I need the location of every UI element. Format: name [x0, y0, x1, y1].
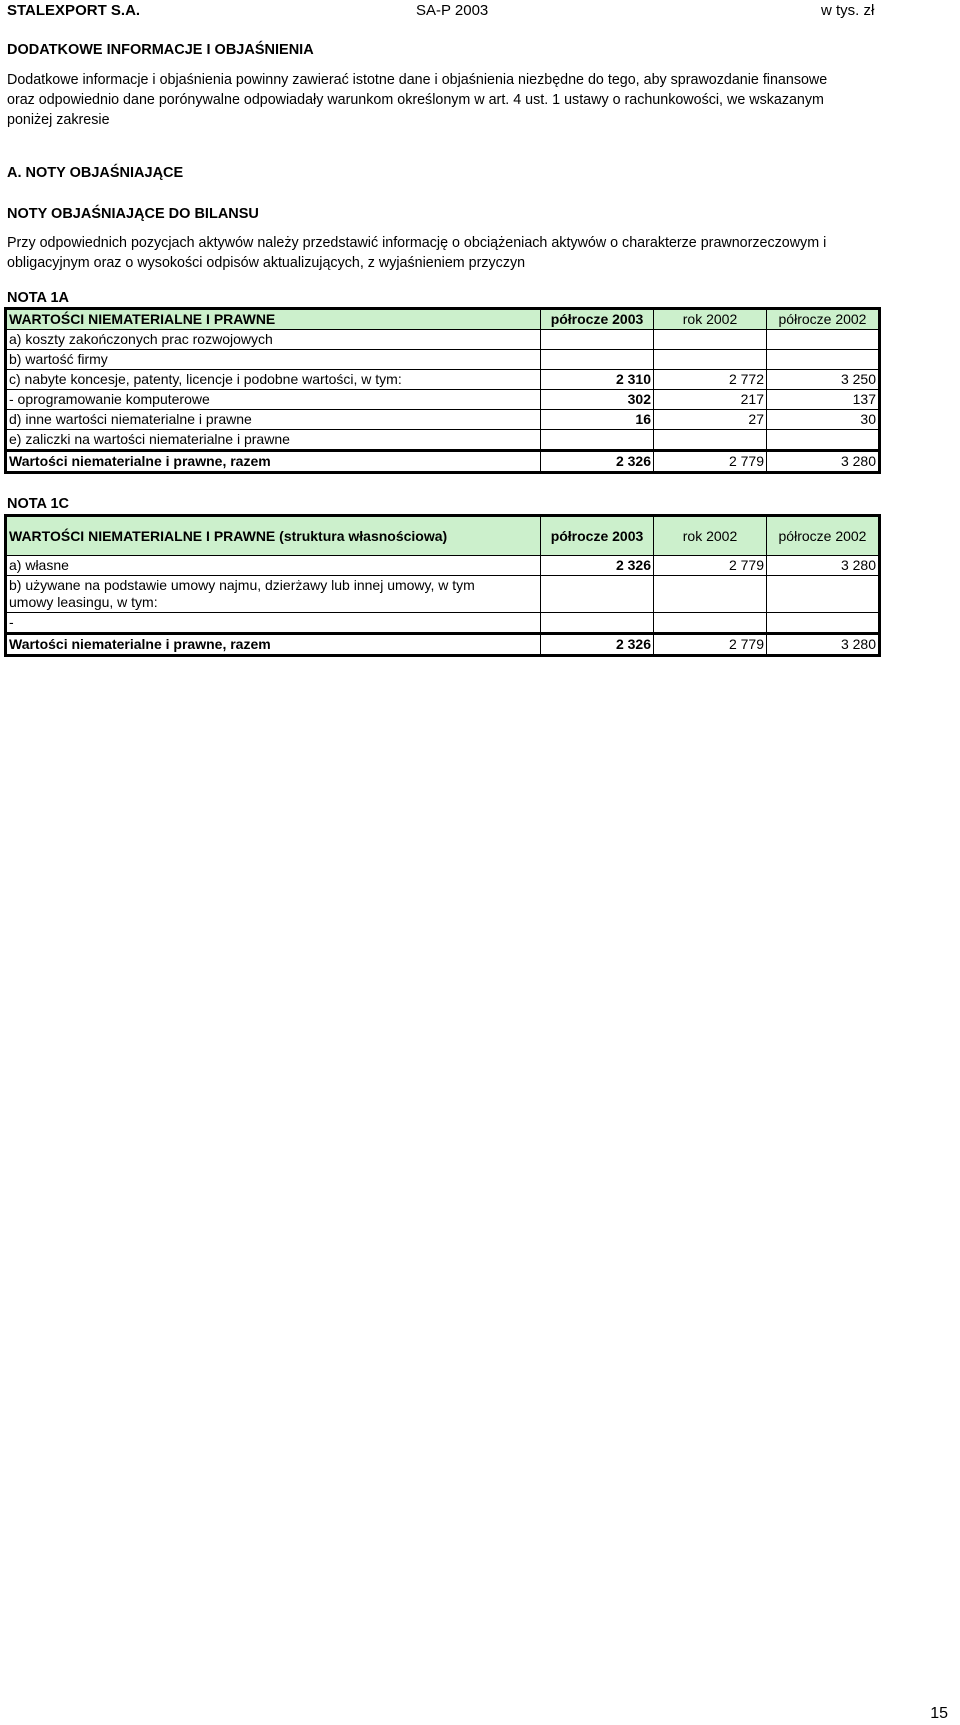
- value-cell: 2 772: [654, 370, 767, 390]
- row-label: -: [6, 613, 541, 634]
- value-cell: [541, 613, 654, 634]
- row-label: d) inne wartości niematerialne i prawne: [6, 410, 541, 430]
- header-cell: rok 2002: [654, 309, 767, 330]
- row-label: b) wartość firmy: [6, 350, 541, 370]
- table-row: [6, 576, 880, 613]
- company-name: STALEXPORT S.A.: [7, 2, 141, 19]
- value-cell: 16: [541, 410, 654, 430]
- table-row: [6, 350, 880, 370]
- total-value: 2 326: [541, 634, 654, 656]
- intro-line: poniżej zakresie: [7, 112, 110, 128]
- value-cell: 137: [767, 390, 880, 410]
- row-label: a) własne: [6, 556, 541, 576]
- value-cell: 3 250: [767, 370, 880, 390]
- total-value: 3 280: [767, 451, 880, 473]
- table-row: [6, 410, 880, 430]
- row-label: - oprogramowanie komputerowe: [6, 390, 541, 410]
- value-cell: [654, 430, 767, 451]
- nota-1c-table: [4, 514, 881, 657]
- row-label: e) zaliczki na wartości niematerialne i prawne: [6, 430, 541, 451]
- page-number: 15: [930, 1705, 948, 1722]
- nota-1a-label: NOTA 1A: [7, 290, 70, 306]
- header-cell: WARTOŚCI NIEMATERIALNE I PRAWNE: [6, 309, 541, 330]
- value-cell: 2 310: [541, 370, 654, 390]
- nota-1c-label: NOTA 1C: [7, 496, 70, 512]
- header-cell: półrocze 2003: [541, 516, 654, 556]
- value-cell: [767, 350, 880, 370]
- table-row: [6, 556, 880, 576]
- total-label: Wartości niematerialne i prawne, razem: [6, 634, 541, 656]
- value-cell: [767, 613, 880, 634]
- header-cell: rok 2002: [654, 516, 767, 556]
- bilans-line: Przy odpowiednich pozycjach aktywów należy przedstawić informację o obciążeniach aktywów o charakterze prawnorzeczowym i: [7, 235, 827, 251]
- value-cell: [541, 350, 654, 370]
- intro-line: oraz odpowiednio dane porónywalne odpowiadały warunkom określonym w art. 4 ust. 1 ustawy o rachunkowości, we wskazanym: [7, 92, 824, 108]
- value-cell: 302: [541, 390, 654, 410]
- section-title: DODATKOWE INFORMACJE I OBJAŚNIENIA: [7, 42, 314, 58]
- bilans-paragraph: [7, 233, 847, 273]
- value-cell: [654, 576, 767, 613]
- total-label: Wartości niematerialne i prawne, razem: [6, 451, 541, 473]
- table-row: [6, 613, 880, 634]
- value-cell: [541, 330, 654, 350]
- value-cell: [541, 576, 654, 613]
- table-row: [6, 330, 880, 350]
- intro-line: Dodatkowe informacje i objaśnienia powinny zawierać istotne dane i objaśnienia niezbędne do tego, aby sprawozdanie finansowe: [7, 72, 828, 88]
- currency-unit: w tys. zł: [821, 2, 875, 19]
- row-label: c) nabyte koncesje, patenty, licencje i podobne wartości, w tym:: [6, 370, 541, 390]
- total-value: 2 779: [654, 451, 767, 473]
- nota-1a-table: [4, 307, 881, 474]
- value-cell: [654, 330, 767, 350]
- value-cell: 30: [767, 410, 880, 430]
- value-cell: [654, 350, 767, 370]
- table-header-row: [6, 309, 880, 330]
- value-cell: 217: [654, 390, 767, 410]
- row-label: a) koszty zakończonych prac rozwojowych: [6, 330, 541, 350]
- header-cell: półrocze 2002: [767, 516, 880, 556]
- value-cell: [767, 330, 880, 350]
- intro-paragraph: [7, 70, 847, 130]
- sub-heading-a: A. NOTY OBJAŚNIAJĄCE: [7, 165, 184, 181]
- total-value: 2 326: [541, 451, 654, 473]
- value-cell: [541, 430, 654, 451]
- value-cell: 2 779: [654, 556, 767, 576]
- header-cell: półrocze 2003: [541, 309, 654, 330]
- table-row: [6, 390, 880, 410]
- value-cell: 2 326: [541, 556, 654, 576]
- table-total-row: [6, 634, 880, 656]
- table-row: [6, 370, 880, 390]
- value-cell: 3 280: [767, 556, 880, 576]
- table-header-row: [6, 516, 880, 556]
- value-cell: [654, 613, 767, 634]
- header-cell: WARTOŚCI NIEMATERIALNE I PRAWNE (struktura własnościowa): [6, 516, 541, 556]
- value-cell: [767, 576, 880, 613]
- total-value: 3 280: [767, 634, 880, 656]
- sub-heading-bilans: NOTY OBJAŚNIAJĄCE DO BILANSU: [7, 206, 259, 222]
- table-row: [6, 430, 880, 451]
- value-cell: [767, 430, 880, 451]
- report-name: SA-P 2003: [416, 2, 489, 19]
- value-cell: 27: [654, 410, 767, 430]
- bilans-line: obligacyjnym oraz o wysokości odpisów aktualizujących, z wyjaśnieniem przyczyn: [7, 255, 526, 271]
- total-value: 2 779: [654, 634, 767, 656]
- header-cell: półrocze 2002: [767, 309, 880, 330]
- table-total-row: [6, 451, 880, 473]
- row-label: b) używane na podstawie umowy najmu, dzierżawy lub innej umowy, w tym umowy leasingu, w tym:: [6, 576, 541, 613]
